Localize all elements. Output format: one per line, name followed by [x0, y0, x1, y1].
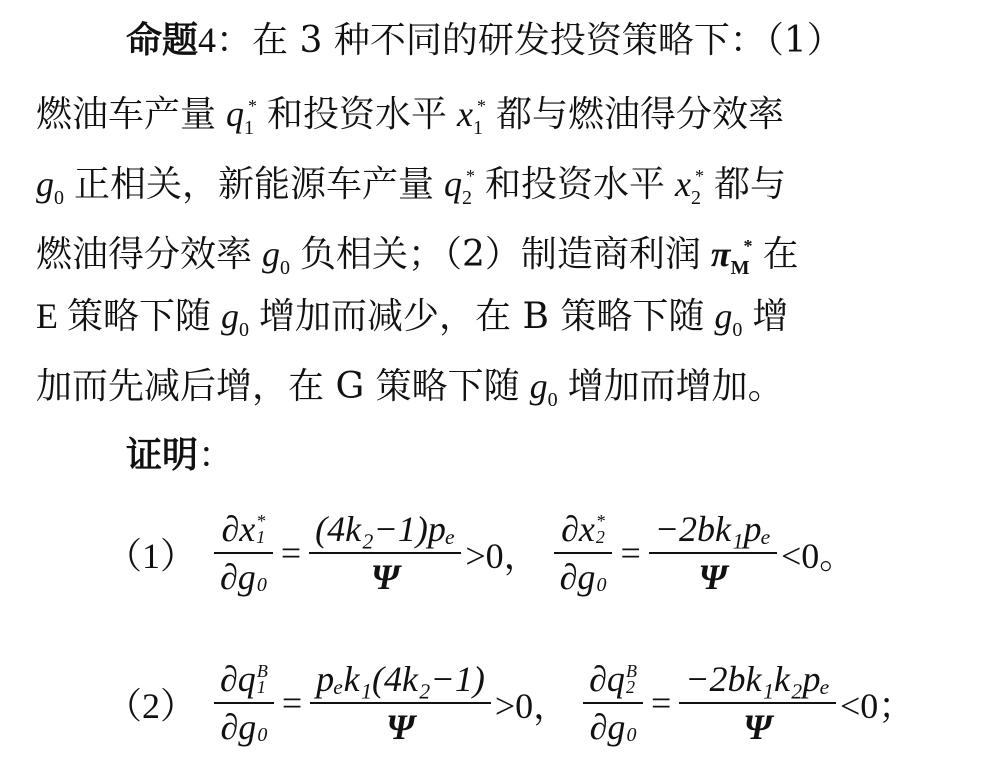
comparison-eq2-b: <0； [839, 685, 915, 726]
math-x1-star: $x_1^*$ [457, 94, 487, 139]
text-e-strategy: E 策略下随 [36, 296, 211, 336]
math-q2-star: $q_2^*$ [444, 164, 476, 209]
proposition-heading: 命题 [126, 20, 199, 61]
proposition-line-2 [36, 74, 976, 138]
derivative-x1-wrt-g0: ∂x * 1 ∂g 0 [214, 506, 273, 600]
derivative-q2b-wrt-g0: ∂q B 2 ∂g 0 [583, 656, 643, 750]
text-b-strategy: 增加而减少，在 B 策略下随 [259, 296, 705, 337]
text-both-with: 都与 [714, 164, 787, 205]
math-g0: $g_0$ [221, 296, 249, 341]
proposition-line-6 [36, 354, 976, 418]
math-g0: $g_0$ [714, 296, 743, 341]
proposition-line-4 [36, 214, 976, 278]
text-negative-profit: 负相关；（2）制造商利润 [300, 234, 701, 275]
proposition-line-5 [36, 284, 976, 348]
derivative-x2-wrt-g0: ∂x * 2 ∂g 0 [554, 506, 613, 600]
denominator-psi: Ψ [386, 707, 415, 747]
text-fuel-efficiency: 燃油得分效率 [36, 234, 253, 275]
fraction-eq1-b [649, 506, 777, 600]
denominator-psi: Ψ [743, 707, 773, 747]
proposition-line-1 [126, 8, 976, 72]
text-and-investment: 和投资水平 [267, 94, 448, 135]
text-g-strategy: 加而先减后增，在 G 策略下随 [36, 366, 520, 407]
math-g0: $g_0$ [262, 234, 291, 279]
equation-label-1: （1） [106, 535, 197, 576]
math-pi-m-star: $\pi_M^*$ [710, 234, 753, 279]
math-g0: $g_0$ [36, 164, 64, 209]
fraction-eq2-a [310, 656, 491, 750]
text-fuel-output: 燃油车产量 [36, 94, 217, 135]
numerator-eq2-a: pₑk₁(4k₂−1) [316, 659, 485, 699]
equation-1 [106, 498, 855, 608]
equation-label-2: （2） [106, 685, 197, 726]
equation-2 [106, 648, 914, 758]
math-q1-star: $q_1^*$ [226, 94, 258, 139]
comparison-eq2-a: >0， [494, 685, 570, 726]
comparison-eq1-a: >0， [465, 535, 540, 576]
fraction-eq1-a [309, 506, 461, 600]
denominator-psi: Ψ [698, 557, 728, 597]
equals-sign: = [280, 533, 302, 573]
numerator-eq2-b: −2bk₁k₂pₑ [685, 659, 830, 699]
math-x2-star: $x_2^*$ [675, 164, 705, 209]
comparison-eq1-b: <0。 [780, 535, 856, 576]
proposition-text-1: 在 3 种不同的研发投资策略下：（1） [252, 20, 843, 61]
equals-sign: = [281, 683, 303, 723]
proof-heading: 证明 [126, 435, 199, 476]
proof-colon: ： [198, 435, 235, 476]
proposition-line-3 [36, 144, 976, 208]
equals-sign: = [650, 683, 672, 723]
text-at: 在 [762, 234, 799, 275]
math-g0: $g_0$ [529, 366, 558, 411]
numerator-eq1-b: −2bk₁pₑ [654, 509, 771, 549]
text-increase: 增 [752, 296, 789, 337]
derivative-q1b-wrt-g0: ∂q B 1 ∂g 0 [214, 656, 274, 750]
proof-heading-line [126, 424, 976, 488]
proposition-number: 4： [198, 20, 253, 60]
denominator-psi: Ψ [370, 557, 400, 597]
equals-sign: = [620, 533, 641, 573]
text-and-investment-2: 和投资水平 [485, 164, 666, 205]
text-related-to-efficiency: 都与燃油得分效率 [496, 94, 785, 135]
text-positive-nev: 正相关，新能源车产量 [74, 164, 435, 205]
text-increase-increase: 增加而增加。 [567, 366, 784, 407]
numerator-eq1-a: (4k₂−1)pₑ [315, 509, 456, 549]
fraction-eq2-b [679, 656, 836, 750]
